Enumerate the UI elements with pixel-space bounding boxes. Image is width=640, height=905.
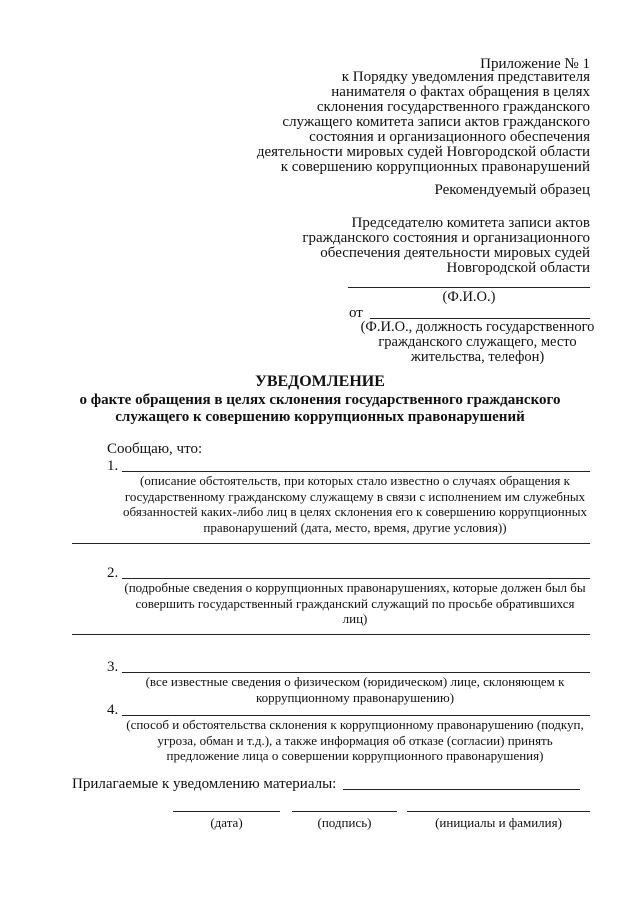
date-line: [173, 811, 280, 812]
appendix-line: деятельности мировых судей Новгородской области: [256, 144, 590, 160]
hint-line: (все известные сведения о физическом (юридическом) лице, склоняющем к: [145, 674, 565, 689]
notice-title: УВЕДОМЛЕНИЕ: [255, 373, 385, 390]
attachments-label: Прилагаемые к уведомлению материалы:: [72, 776, 337, 792]
appendix-text: [170, 70, 590, 175]
signature-line: [292, 811, 397, 812]
hint-line: коррупционному правонарушению): [255, 689, 455, 705]
addressee-line: обеспечения деятельности мировых судей: [320, 245, 590, 261]
hint-line: угроза, обман и т.д.), а также информация об отказе (согласии) принять: [157, 732, 553, 748]
notice-subtitle: [20, 392, 620, 426]
name-hint: (инициалы и фамилия): [435, 815, 562, 830]
item-1-extra-line: [72, 543, 590, 544]
signature-hint: (подпись): [317, 815, 372, 830]
hint-line: (подробные сведения о коррупционных правонарушениях, которые должен был бы: [124, 580, 586, 595]
intro-text: Сообщаю, что:: [107, 441, 203, 457]
addressee-line: гражданского состояния и организационного: [302, 230, 590, 246]
item-2-line: [122, 578, 590, 579]
hint-line: государственному гражданскому служащему в связи с исполнением им служебных: [124, 488, 586, 504]
fio-hint: (Ф.И.О.): [442, 289, 496, 305]
appendix-line: к совершению коррупционных правонарушений: [280, 159, 590, 175]
hint-line: правонарушений (дата, место, время, другие условия)): [203, 519, 507, 535]
item-3-hint: [100, 674, 610, 705]
item-1-line: [122, 471, 590, 472]
item-number: 2.: [107, 565, 119, 581]
hint-line: лиц): [342, 611, 368, 626]
hint-line: обязанностей каких-либо лиц в целях склонения его к совершению коррупционных: [123, 504, 587, 519]
notice-subtitle-line: о факте обращения в целях склонения государственного гражданского: [79, 392, 561, 408]
notice-subtitle-line: служащего к совершению коррупционных правонарушений: [115, 409, 525, 425]
hint-line: предложение лица о совершении коррупционного правонарушения): [166, 748, 544, 763]
item-number: 4.: [107, 702, 119, 718]
recommended-label: Рекомендуемый образец: [434, 182, 590, 198]
attachments-line: [343, 789, 580, 790]
addressee-line: Председателю комитета записи актов: [351, 215, 590, 231]
item-4-line: [122, 715, 590, 716]
appendix-line: склонения государственного гражданского: [316, 99, 590, 115]
appendix-line: к Порядку уведомления представителя: [341, 69, 590, 85]
from-hint-line: жительства, телефон): [410, 349, 545, 365]
addressee: [170, 216, 590, 276]
from-label: от: [349, 305, 363, 321]
appendix-title: Приложение № 1: [480, 56, 590, 72]
hint-line: (способ и обстоятельства склонения к коррупционному правонарушению (подкуп,: [126, 717, 584, 732]
fio-line: [348, 287, 590, 288]
from-hint: [350, 320, 605, 365]
from-hint-line: гражданского служащего, место: [378, 334, 577, 350]
item-number: 1.: [107, 458, 119, 474]
item-2-extra-line: [72, 634, 590, 635]
name-line: [407, 811, 590, 812]
appendix-line: состояния и организационного обеспечения: [309, 129, 590, 145]
item-number: 3.: [107, 659, 119, 675]
item-2-hint: [100, 580, 610, 627]
item-3-line: [122, 672, 590, 673]
item-1-hint: [100, 473, 610, 535]
from-hint-line: (Ф.И.О., должность государственного: [360, 319, 595, 335]
addressee-line: Новгородской области: [446, 260, 590, 276]
hint-line: (описание обстоятельств, при которых стало известно о случаях обращения к: [140, 473, 570, 488]
hint-line: совершить государственный гражданский служащий по просьбе обратившихся: [135, 595, 575, 611]
appendix-line: нанимателя о фактах обращения в целях: [331, 84, 590, 100]
date-hint: (дата): [210, 815, 243, 830]
item-4-hint: [100, 717, 610, 764]
appendix-line: служащего комитета записи актов гражданского: [282, 114, 590, 130]
